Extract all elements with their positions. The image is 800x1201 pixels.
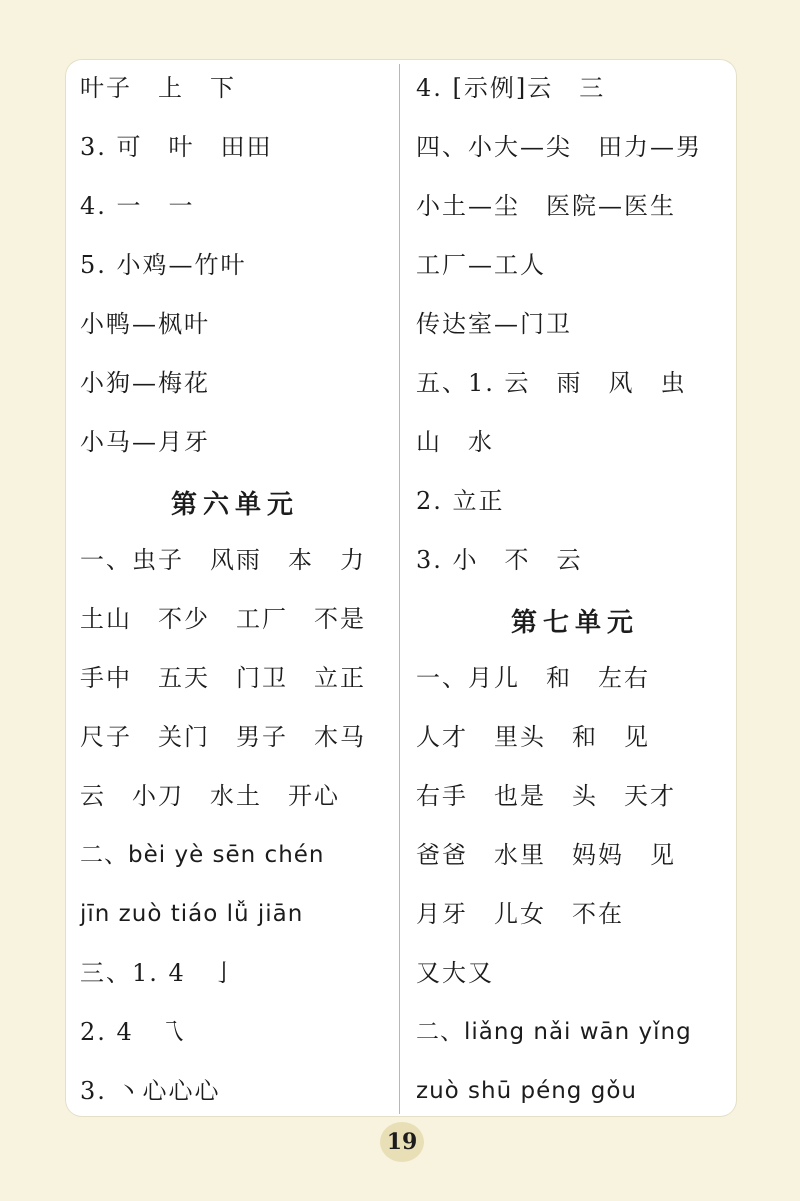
right-answer-line: 工厂—工人 bbox=[416, 251, 546, 279]
right-answer-line: 2. 立正 bbox=[416, 487, 505, 515]
right-answer-line: 又大又 bbox=[416, 959, 494, 987]
left-pinyin-line: 二、bèi yè sēn chén bbox=[80, 842, 325, 868]
left-answer-line: 土山 不少 工厂 不是 bbox=[80, 605, 366, 633]
left-column bbox=[80, 60, 390, 1122]
left-answer-line: 云 小刀 水土 开心 bbox=[80, 782, 340, 810]
left-answer-line: 手中 五天 门卫 立正 bbox=[80, 664, 366, 692]
right-answer-line: 山 水 bbox=[416, 428, 494, 456]
right-answer-line: 四、小大—尖 田力—男 bbox=[416, 133, 702, 161]
left-answer-line: 一、虫子 风雨 本 力 bbox=[80, 546, 366, 574]
right-answer-line: 人才 里头 和 见 bbox=[416, 723, 650, 751]
right-pinyin-line: 二、liǎng nǎi wān yǐng bbox=[416, 1019, 692, 1045]
left-pinyin-line: jīn zuò tiáo lǚ jiān bbox=[80, 901, 304, 927]
left-answer-line: 5. 小鸡—竹叶 bbox=[80, 251, 247, 279]
left-answer-line: 三、1. 4 亅 bbox=[80, 959, 238, 987]
right-column bbox=[416, 60, 734, 1122]
left-answer-line: 3. 丶心心心 bbox=[80, 1077, 221, 1105]
page-number: 19 bbox=[380, 1122, 424, 1162]
right-answer-line: 小土—尘 医院—医生 bbox=[416, 192, 676, 220]
right-pinyin-line: zuò shū péng gǒu bbox=[416, 1078, 637, 1104]
column-divider bbox=[399, 64, 400, 1114]
left-answer-line: 2. 4 乁 bbox=[80, 1018, 186, 1046]
right-answer-line: 一、月儿 和 左右 bbox=[416, 664, 650, 692]
left-unit-heading: 第六单元 bbox=[170, 490, 299, 520]
right-answer-line: 五、1. 云 雨 风 虫 bbox=[416, 369, 687, 397]
right-answer-line: 3. 小 不 云 bbox=[416, 546, 583, 574]
right-answer-line: 月牙 儿女 不在 bbox=[416, 900, 624, 928]
left-answer-line: 4. 一 一 bbox=[80, 192, 195, 220]
right-answer-line: 传达室—门卫 bbox=[416, 310, 572, 338]
right-unit-heading: 第七单元 bbox=[510, 608, 639, 638]
right-answer-line: 爸爸 水里 妈妈 见 bbox=[416, 841, 676, 869]
left-answer-line: 叶子 上 下 bbox=[80, 74, 236, 102]
left-answer-line: 3. 可 叶 田田 bbox=[80, 133, 273, 161]
left-answer-line: 小马—月牙 bbox=[80, 428, 210, 456]
right-answer-line: 右手 也是 头 天才 bbox=[416, 782, 676, 810]
left-answer-line: 小鸭—枫叶 bbox=[80, 310, 210, 338]
left-answer-line: 小狗—梅花 bbox=[80, 369, 210, 397]
right-answer-line: 4. [示例]云 三 bbox=[416, 74, 606, 102]
left-answer-line: 尺子 关门 男子 木马 bbox=[80, 723, 366, 751]
